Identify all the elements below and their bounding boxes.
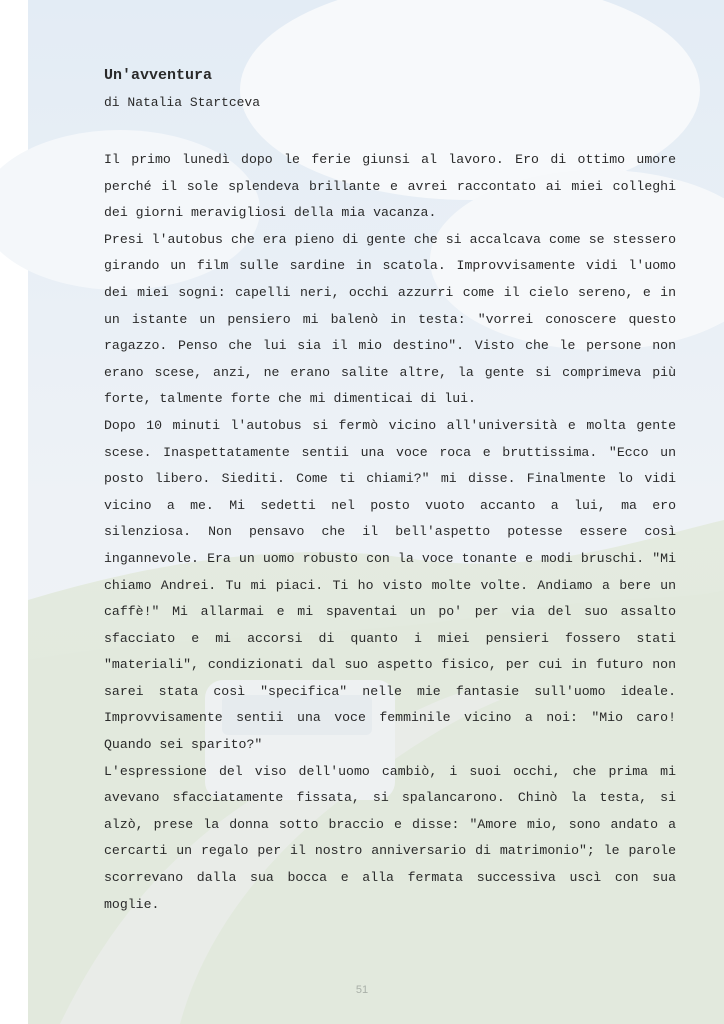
story-title: Un'avventura	[104, 67, 213, 84]
story-text	[104, 62, 676, 918]
page-number: 51	[355, 984, 369, 996]
story-paragraph: L'espressione del viso dell'uomo cambiò, i suoi occhi, che prima mi avevano sfacciatamente fissata, si spalancarono. Chinò la testa, si alzò, prese la donna sotto braccio e disse: "Amore mio, sono andato a cercarti un regalo per il nostro anniversario di matrimonio"; le parole scorrevano dalla sua bocca e alla fermata successiva uscì con sua moglie.	[104, 763, 676, 912]
story-paragraph: Il primo lunedì dopo le ferie giunsi al lavoro. Ero di ottimo umore perché il sole splendeva brillante e avrei raccontato ai miei colleghi dei giorni meravigliosi della mia vacanza.	[104, 152, 676, 221]
story-author: di Natalia Startceva	[104, 95, 261, 110]
story-paragraph: Dopo 10 minuti l'autobus si fermò vicino all'università e molta gente scese. Inaspettatamente sentii una voce roca e bruttissima. "Ecco un posto libero. Siediti. Come ti chiami?" mi disse. Finalmente lo vidi vicino a me. Mi sedetti nel posto vuoto accanto a lui, ma ero silenziosa. Non pensavo che il bell'aspetto potesse essere così ingannevole. Era un uomo robusto con la voce tonante e modi bruschi. "Mi chiamo Andrei. Tu mi piaci. Ti ho visto molte volte. Andiamo a bere un caffè!" Mi allarmai e mi spaventai un po' per via del suo assalto sfacciato e mi accorsi di quanto i miei pensieri fossero stati "materiali", condizionati dal suo aspetto fisico, per cui in futuro non sarei stata così "specifica" nelle mie fantasie sull'uomo ideale. Improvvisamente sentii una voce femminile vicino a noi: "Mio caro! Quando sei sparito?"	[104, 417, 676, 753]
story-paragraph: Presi l'autobus che era pieno di gente che si accalcava come se stessero girando un film sulle sardine in scatola. Improvvisamente vidi l'uomo dei miei sogni: capelli neri, occhi azzurri come il cielo sereno, e in un istante un pensiero mi balenò in testa: "vorrei conoscere questo ragazzo. Penso che lui sia il mio destino". Visto che le persone non erano scese, anzi, ne erano salite altre, la gente si comprimeva più forte, talmente forte che mi dimenticai di lui.	[104, 231, 676, 407]
